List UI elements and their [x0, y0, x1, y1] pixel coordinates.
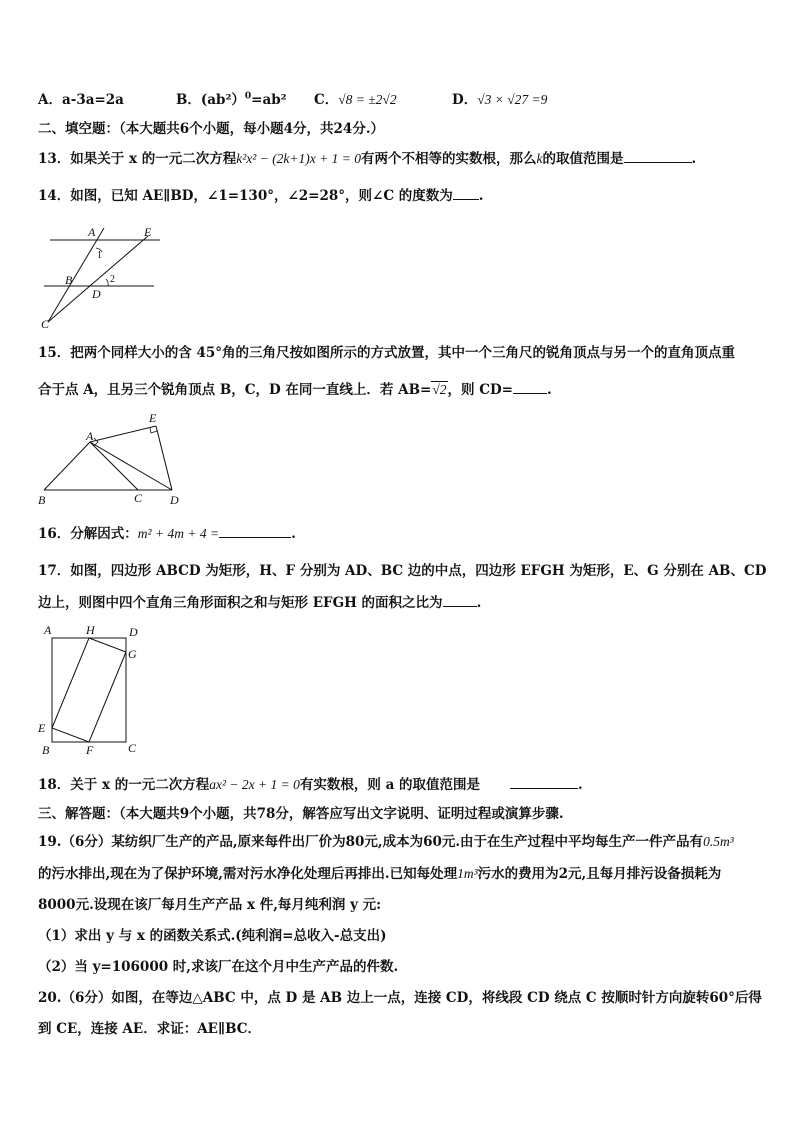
- label-b: B: [65, 273, 73, 287]
- q13-text-a: 13．如果关于 x 的一元二次方程: [38, 151, 237, 167]
- question-20-line2: 到 CE，连接 AE．求证：AE∥BC．: [38, 1021, 262, 1037]
- rect-efgh: [52, 638, 126, 742]
- right-angle-e: [150, 428, 157, 433]
- question-17-line1: 17．如图，四边形 ABCD 为矩形，H、F 分别为 AD、BC 边的中点，四边形 EFGH 为矩形，E、G 分别在 AB、CD: [38, 563, 767, 579]
- q16-answer-blank: [219, 537, 291, 538]
- question-15-line1: 15．把两个同样大小的含 45°角的三角尺按如图所示的方式放置，其中一个三角尺的锐角顶点与另一个的直角顶点重: [38, 345, 736, 361]
- question-19-line1: [38, 833, 734, 851]
- question-15-line2: [38, 381, 552, 399]
- option-d: [452, 88, 547, 108]
- q15-text-b: ，则 CD=: [447, 382, 513, 398]
- question-14: [38, 187, 483, 205]
- q19-line1-text: 19.（6分）某纺织厂生产的产品,原来每件出厂价为80元,成本为60元.由于在生产过程中平均每生产一件产品有: [38, 834, 704, 850]
- q17-text: 边上，则图中四个直角三角形面积之和与矩形 EFGH 的面积之比为: [38, 595, 443, 611]
- q19-line2-text-a: 的污水排出,现在为了保护环境,需对污水净化处理后再排出.已知每处理: [38, 866, 458, 882]
- q15-text-a: 合于点 A，且另三个锐角顶点 B，C，D 在同一直线上．若 AB=: [38, 382, 432, 398]
- q16-formula: m² + 4m + 4 =: [137, 526, 220, 541]
- label-c: C: [41, 317, 50, 331]
- option-d-prefix: D．: [452, 92, 478, 108]
- label-c: C: [128, 741, 137, 755]
- label-e: E: [149, 411, 157, 425]
- label-2: 2: [110, 274, 115, 285]
- q16-text: 16．分解因式：: [38, 526, 138, 542]
- question-19-part1: （1）求出 y 与 x 的函数关系式.(纯利润=总收入-总支出): [38, 928, 387, 944]
- q19-line1-unit: 0.5m³: [703, 834, 734, 849]
- q15-end: .: [546, 382, 552, 398]
- question-13: [38, 150, 696, 168]
- q16-end: .: [291, 526, 296, 542]
- label-b: B: [38, 493, 46, 507]
- line-ed: [156, 426, 172, 490]
- label-a: A: [44, 623, 52, 637]
- q18-formula: ax² − 2x + 1 = 0: [209, 777, 300, 792]
- q15-sqrt: √2: [432, 382, 447, 397]
- option-b: [176, 88, 287, 108]
- question-20-line1: 20.（6分）如图，在等边△ABC 中，点 D 是 AB 边上一点，连接 CD，将线段 CD 绕点 C 按顺时针方向旋转60°后得: [38, 990, 762, 1006]
- angle-2-arc: [106, 279, 108, 286]
- option-c: [314, 88, 397, 108]
- q13-end: .: [691, 151, 697, 167]
- q13-answer-blank: [624, 162, 692, 163]
- q13-var: k: [536, 151, 543, 166]
- question-16: [38, 525, 296, 543]
- question-17-line2: [38, 594, 481, 612]
- option-a: A．a-3a=2a: [38, 92, 124, 108]
- question-19-line3: 8000元.设现在该厂每月生产产品 x 件,每月纯利润 y 元:: [38, 897, 382, 913]
- line-ca: [48, 228, 104, 322]
- label-d: D: [92, 287, 101, 301]
- figure-14: [36, 222, 166, 332]
- figure-15: [34, 410, 194, 510]
- section3-title: 三、解答题：（本大题共9个小题，共78分，解答应写出文字说明、证明过程或演算步骤.: [38, 806, 564, 822]
- label-g: G: [128, 647, 137, 661]
- q19-line2-unit: 1m³: [457, 866, 478, 881]
- label-b: B: [42, 743, 50, 757]
- question-19-line2: [38, 865, 721, 883]
- section2-title: 二、填空题：（本大题共6个小题，每小题4分，共24分.）: [38, 121, 385, 137]
- option-b-prefix: B．(ab²）: [176, 92, 245, 108]
- q14-end: .: [478, 188, 484, 204]
- label-1: 1: [97, 250, 102, 261]
- q18-end: .: [578, 777, 583, 793]
- q13-text-c: 的取值范围是: [542, 151, 624, 167]
- label-a: A: [88, 225, 96, 239]
- label-h: H: [86, 623, 95, 637]
- label-a: A: [86, 429, 94, 443]
- line-ab: [44, 442, 90, 490]
- q19-line2-text-b: 污水的费用为2元,且每月排污设备损耗为: [477, 866, 722, 882]
- label-e: E: [38, 721, 46, 735]
- option-c-prefix: C．: [314, 92, 339, 108]
- q13-formula: k²x² − (2k+1)x + 1 = 0: [236, 151, 361, 166]
- label-e: E: [144, 225, 152, 239]
- rect-abcd: [52, 638, 126, 742]
- option-b-sup: 0: [244, 91, 252, 102]
- question-19-part2: （2）当 y=106000 时,求该厂在这个月中生产产品的件数.: [38, 959, 399, 975]
- q14-answer-blank: [453, 199, 479, 200]
- q18-text-b: 有实数根，则 a 的取值范围是: [299, 777, 481, 793]
- label-d: D: [170, 493, 179, 507]
- question-18: [38, 776, 583, 794]
- label-f: F: [86, 743, 94, 757]
- figure-17: [36, 622, 146, 758]
- line-ae: [90, 426, 156, 442]
- q13-text-b: 有两个不相等的实数根，那么: [361, 151, 537, 167]
- option-d-expr: √3 × √27 =9: [477, 92, 548, 107]
- q17-answer-blank: [443, 606, 477, 607]
- option-b-suffix: =ab²: [251, 92, 287, 108]
- label-d: D: [129, 625, 138, 639]
- q14-text: 14．如图，已知 AE∥BD，∠1=130°，∠2=28°，则∠C 的度数为: [38, 188, 453, 204]
- q18-text-a: 18．关于 x 的一元二次方程: [38, 777, 210, 793]
- label-c: C: [134, 491, 143, 505]
- q15-answer-blank: [513, 393, 547, 394]
- q17-end: .: [476, 595, 482, 611]
- q18-answer-blank: [510, 788, 578, 789]
- option-c-expr: √8 = ±2√2: [338, 92, 397, 107]
